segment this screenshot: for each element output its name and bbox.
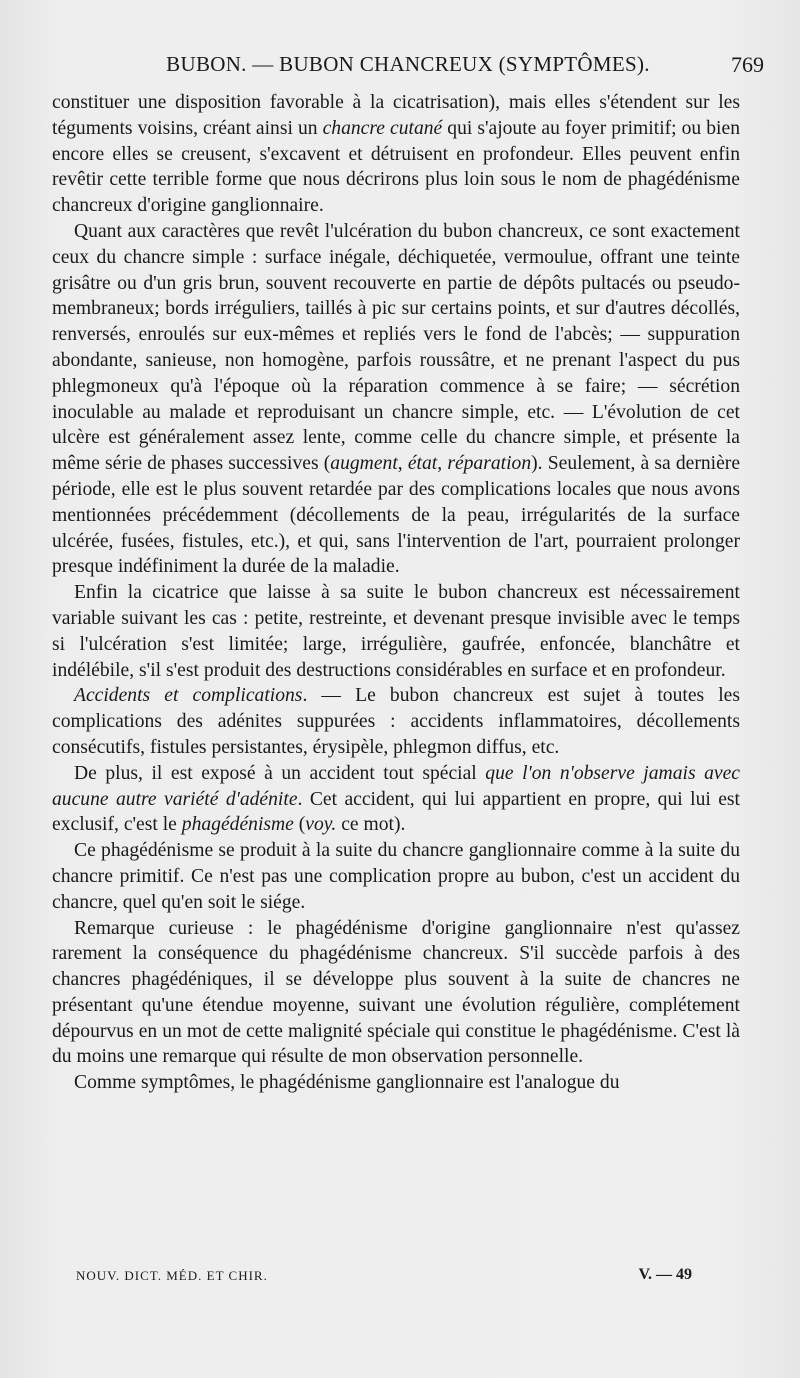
text-run: . — Le bubon chancreux est sujet à toutes les complications des adénites suppurées : accidents inflammatoires, décollements consécutifs, fistules persistantes, érysipèle, phlegmon diffus, etc. [52,685,741,758]
italic-text: état [407,453,438,475]
paragraph [52,90,740,219]
paragraph [52,219,740,580]
text-run: De plus, il est exposé à un accident tout spécial [74,762,486,784]
text-run: constituer une disposition favorable à la cicatrisation), mais elles s'étendent sur les téguments voisins, créant ainsi un [52,92,740,139]
paragraph [52,838,740,915]
italic-text: phagédénisme [181,814,294,836]
footer-publication: NOUV. DICT. MÉD. ET CHIR. [76,1268,268,1283]
paragraph [52,761,740,838]
paragraph [52,683,740,760]
text-run: ). Seulement, à sa dernière période, elle est le plus souvent retardée par des complications locales que nous avons mentionnées précédemment (décollements de la peau, irrégularités de la surface ulcérée, fusées, fistules, etc.), et qui, sans l'intervention de l'art, pourraient prolonger presque indéfiniment la durée de la maladie. [52,453,741,578]
text-run: Ce phagédénisme se produit à la suite du chancre ganglionnaire comme à la suite du chancre primitif. Ce n'est pas une complication propre au bubon, c'est un accident du chancre, quel qu'en soit le siége. [52,840,740,913]
text-run: . Cet accident, qui lui appartient en propre, qui lui est exclusif, c'est le [52,788,740,836]
paragraph [52,580,740,683]
text-run: qui s'ajoute au foyer primitif; ou bien encore elles se creusent, s'excavent et détruisent en profondeur. Elles peuvent enfin revêtir cette terrible forme que nous décrirons plus loin sous le nom de phagédénisme chancreux d'origine ganglionnaire. [52,117,740,217]
page-number: 769 [731,52,764,77]
italic-text: réparation [447,453,532,475]
body-text [52,90,740,1096]
italic-text: Accidents et complications [74,685,303,707]
text-run: Remarque curieuse : le phagédénisme d'origine ganglionnaire n'est qu'assez rarement la conséquence du phagédénisme chancreux. S'il succède parfois à des chancres phagédéniques, il se développe plus souvent à la suite de chancres ne présentant qu'une étendue moyenne, suivant une évolution régulière, complétement dépourvus en un mot de cette malignité spéciale qui constitue le phagédénisme. C'est là du moins une remarque qui résulte de mon observation personnelle. [52,917,740,1068]
italic-text: que l'on n'observe jamais avec aucune autre variété d'adénite [52,762,740,810]
footer-signature: V. — 49 [638,1266,692,1283]
text-run: ( [293,814,306,836]
running-header [52,48,764,82]
italic-text: voy. [305,814,337,836]
paragraph [52,916,740,1071]
italic-text: augment [330,453,398,475]
paragraph [52,1070,740,1096]
text-run: , [397,453,408,475]
text-run: Comme symptômes, le phagédénisme ganglionnaire est l'analogue du [74,1072,620,1094]
text-run: , [437,453,448,475]
running-title: BUBON. — BUBON CHANCREUX (SYMPTÔMES). [166,52,650,76]
page-footer [52,1268,740,1292]
italic-text: chancre cutané [322,117,443,139]
text-run: ce mot). [336,814,406,836]
text-run: Enfin la cicatrice que laisse à sa suite le bubon chancreux est nécessairement variable suivant les cas : petite, restreinte, et devenant presque invisible avec le temps si l'ulcération s'est limitée; large, irrégulière, gaufrée, enfoncée, blanchâtre et indélébile, s'il s'est produit des destructions considérables en surface et en profondeur. [52,582,740,681]
text-run: Quant aux caractères que revêt l'ulcération du bubon chancreux, ce sont exactement ceux du chancre simple : surface inégale, déchiquetée, vermoulue, offrant une teinte grisâtre ou d'un gris brun, souvent recouverte en partie de dépôts pultacés ou pseudo-membraneux; bords irréguliers, taillés à pic sur certains points, et sur d'autres décollés, renversés, enroulés sur eux-mêmes et repliés vers le fond de l'abcès; — suppuration abondante, sanieuse, non homogène, parfois roussâtre, et ne prenant l'aspect du pus phlegmoneux qu'à l'époque où la réparation commence à se faire; — sécrétion inoculable au malade et reproduisant un chancre simple, etc. — L'évolution de cet ulcère est généralement assez lente, comme celle du chancre simple, et présente la même série de phases successives ( [52,220,740,475]
